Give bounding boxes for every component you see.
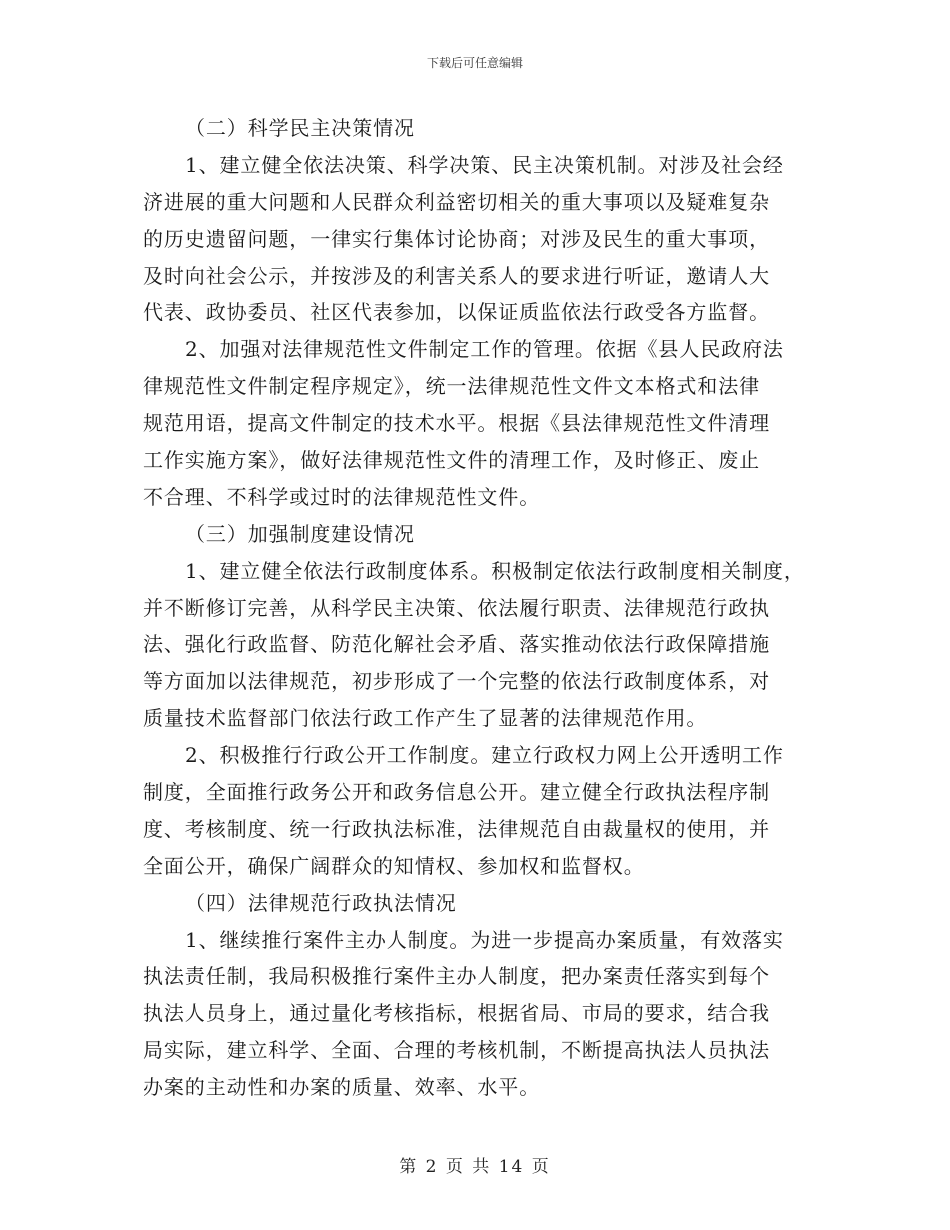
text-line: 质量技术监督部门依法行政工作产生了显著的法律规范作用。 [143, 706, 708, 731]
page-footer: 第 2 页 共 14 页 [399, 1157, 551, 1177]
text-line: 2、加强对法律规范性文件制定工作的管理。依据《县人民政府法 [185, 337, 784, 362]
text-line: 办案的主动性和办案的质量、效率、水平。 [143, 1075, 541, 1100]
text-line: 全面公开，确保广阔群众的知情权、参加权和监督权。 [143, 853, 645, 878]
text-line: 法、强化行政监督、防范化解社会矛盾、落实推动依法行政保障措施 [143, 632, 770, 657]
text-line: 制度，全面推行政务公开和政务信息公开。建立健全行政执法程序制 [143, 780, 770, 805]
text-line: 济进展的重大问题和人民群众利益密切相关的重大事项以及疑难复杂 [143, 189, 770, 214]
text-line: 工作实施方案》，做好法律规范性文件的清理工作，及时修正、废止 [143, 448, 760, 473]
text-line: 等方面加以法律规范，初步形成了一个完整的依法行政制度体系，对 [143, 669, 770, 694]
text-line: 规范用语，提高文件制定的技术水平。根据《县法律规范性文件清理 [143, 411, 770, 436]
text-line: 不合理、不科学或过时的法律规范性文件。 [143, 484, 541, 509]
text-line: 2、积极推行行政公开工作制度。建立行政权力网上公开透明工作 [185, 743, 784, 768]
text-line: 局实际，建立科学、全面、合理的考核机制，不断提高执法人员执法 [143, 1038, 770, 1063]
text-line: （二）科学民主决策情况 [185, 116, 415, 140]
text-line: 及时向社会公示，并按涉及的利害关系人的要求进行听证，邀请人大 [143, 263, 770, 288]
text-line: 执法责任制，我局积极推行案件主办人制度，把办案责任落实到每个 [143, 964, 770, 989]
text-line: （三）加强制度建设情况 [185, 521, 415, 546]
text-line: 度、考核制度、统一行政执法标准，法律规范自由裁量权的使用，并 [143, 816, 770, 841]
text-line: 的历史遗留问题，一律实行集体讨论协商；对涉及民生的重大事项， [143, 226, 770, 251]
text-line: 代表、政协委员、社区代表参加，以保证质监依法行政受各方监督。 [143, 300, 770, 325]
text-line: 1、建立健全依法行政制度体系。积极制定依法行政制度相关制度， [185, 558, 805, 583]
document-body [143, 110, 807, 1106]
text-line: 1、建立健全依法决策、科学决策、民主决策机制。对涉及社会经 [185, 152, 784, 177]
text-line: 并不断修订完善，从科学民主决策、依法履行职责、法律规范行政执 [143, 595, 770, 620]
page-header: 下载后可任意编辑 [426, 56, 523, 70]
text-line: 律规范性文件制定程序规定》，统一法律规范性文件文本格式和法律 [143, 374, 760, 399]
text-line: （四）法律规范行政执法情况 [185, 890, 457, 915]
text-line: 1、继续推行案件主办人制度。为进一步提高办案质量，有效落实 [185, 927, 784, 952]
text-line: 执法人员身上，通过量化考核指标，根据省局、市局的要求，结合我 [143, 1001, 770, 1026]
